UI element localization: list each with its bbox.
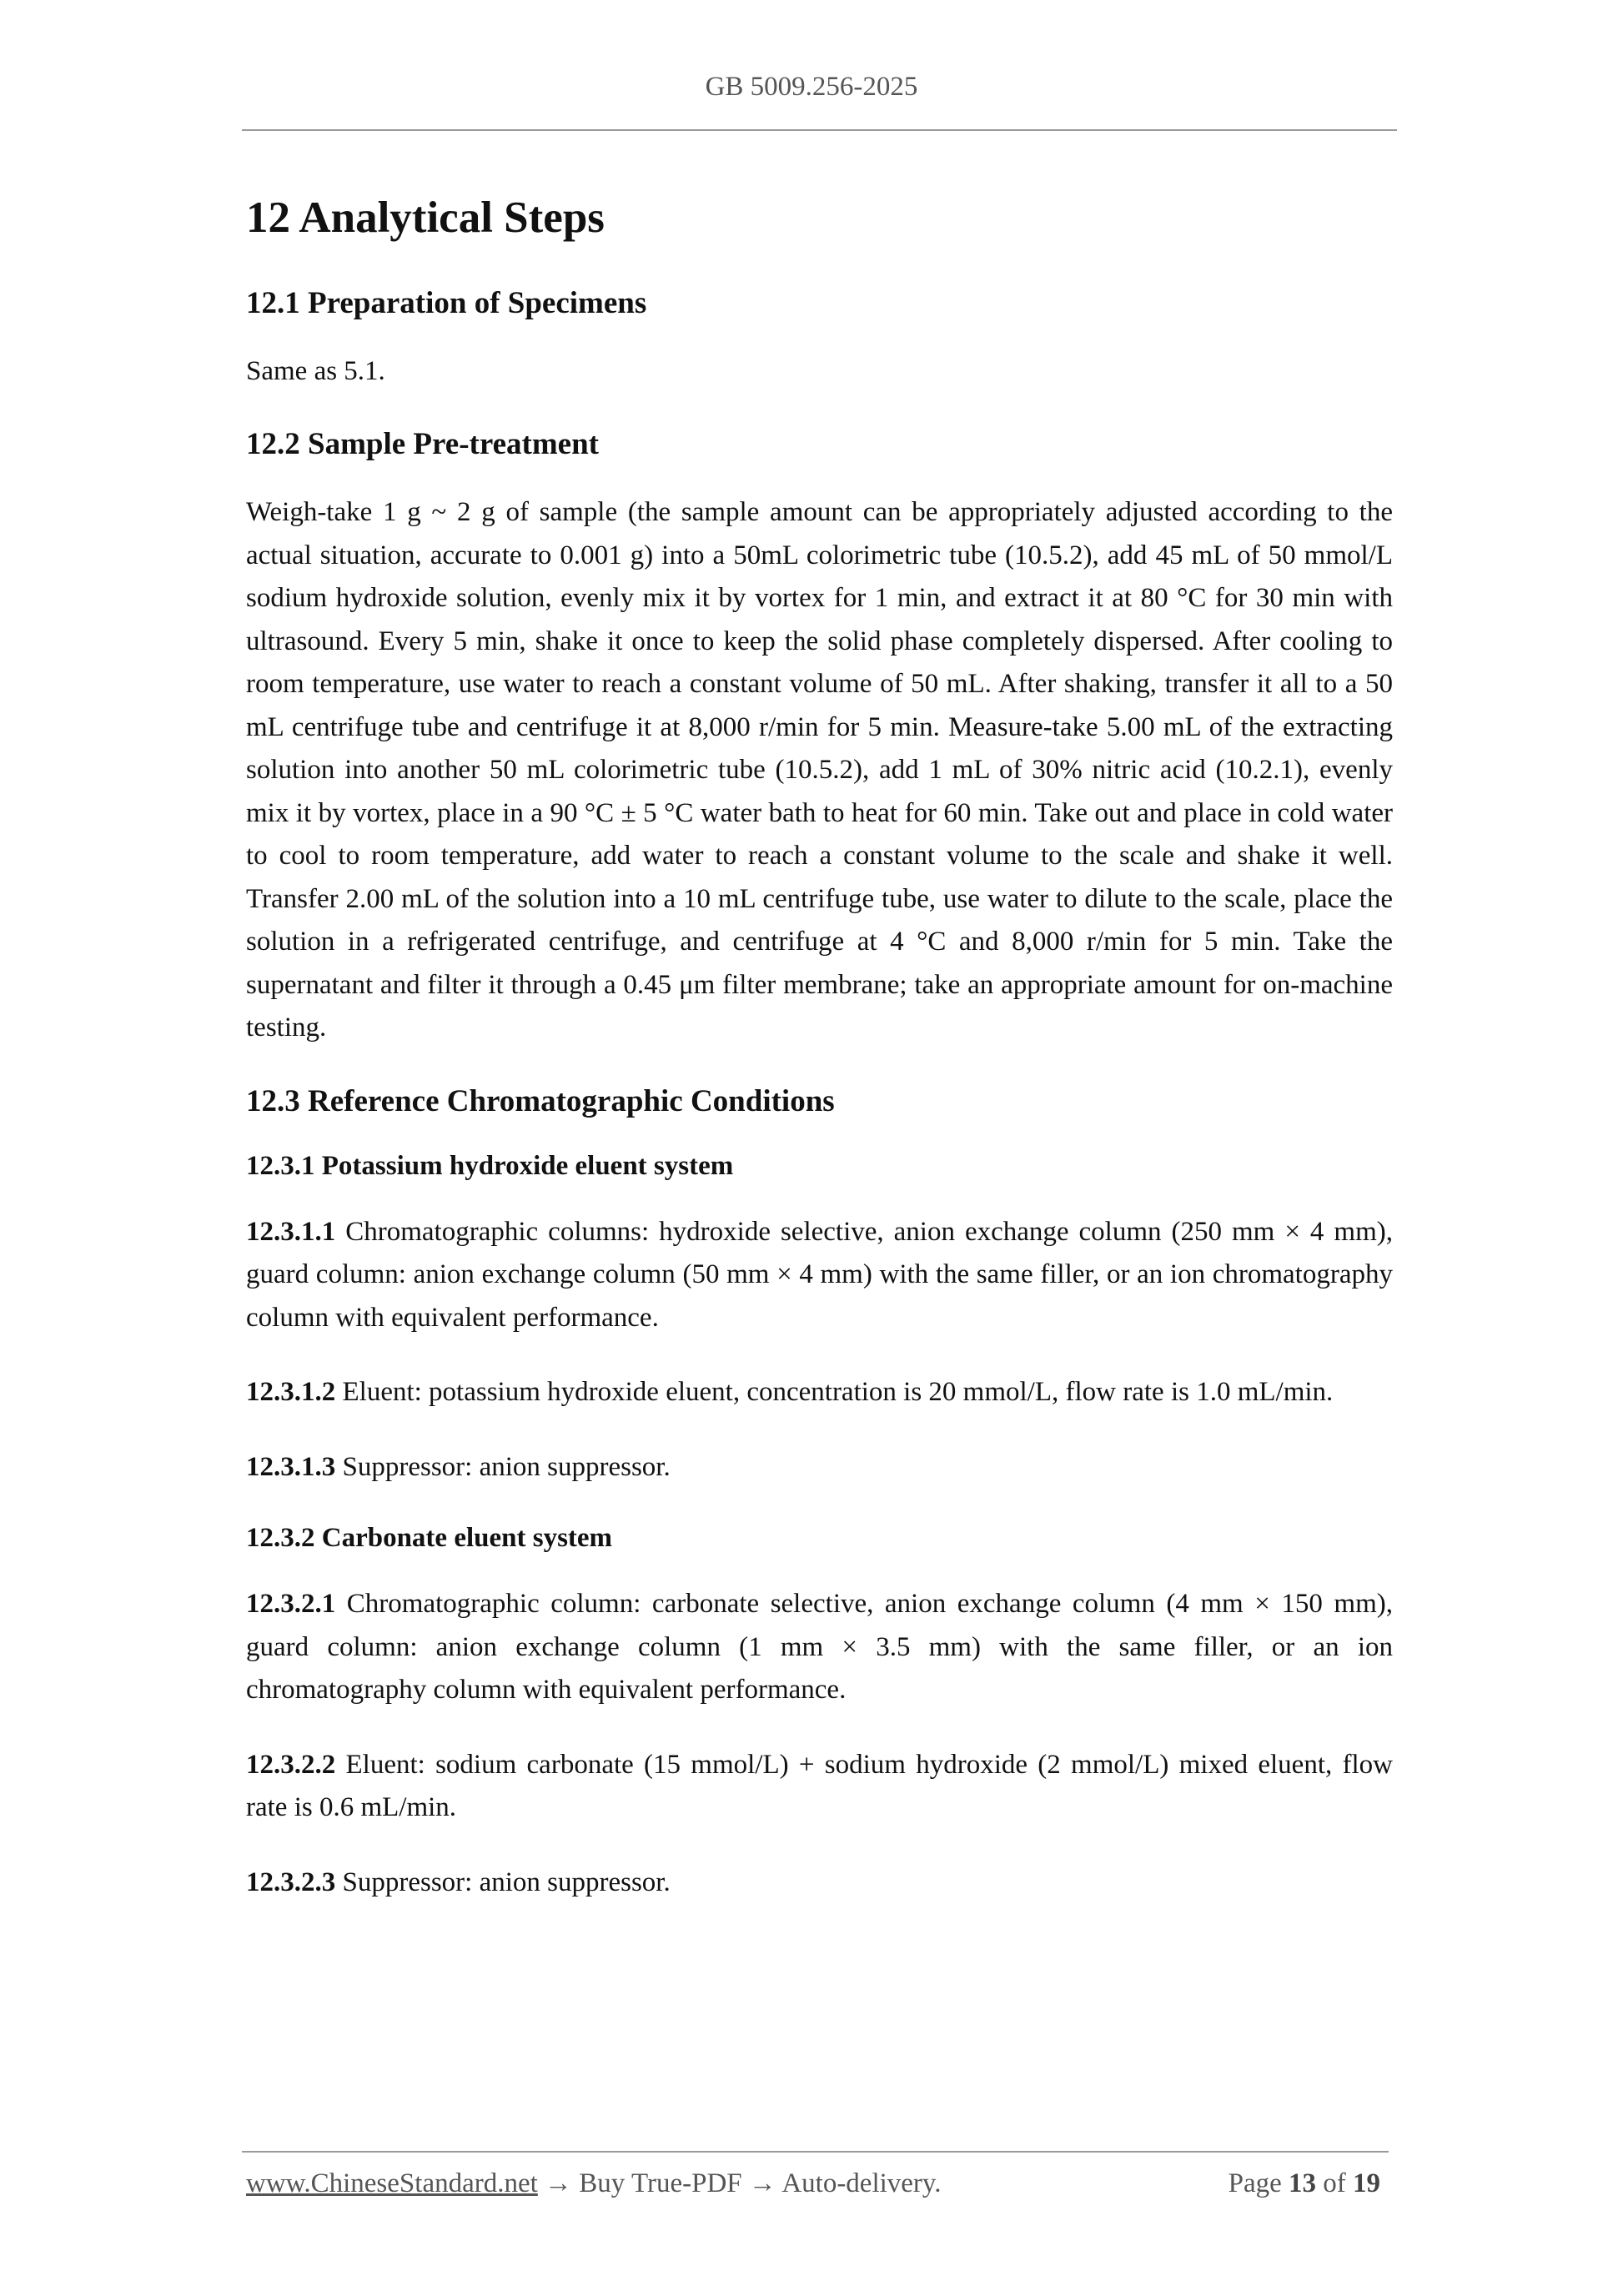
clause-number: 12.3.2.2 bbox=[246, 1749, 336, 1780]
page-indicator bbox=[1229, 2168, 1380, 2199]
clause-text: Suppressor: anion suppressor. bbox=[335, 1451, 671, 1482]
heading-12-1: 12.1 Preparation of Specimens bbox=[246, 285, 647, 320]
website-link[interactable]: www.ChineseStandard.net bbox=[246, 2168, 538, 2198]
footer-divider bbox=[242, 2151, 1389, 2153]
current-page: 13 bbox=[1289, 2168, 1316, 2198]
arrow-icon: → bbox=[537, 2168, 580, 2198]
clause-text: Suppressor: anion suppressor. bbox=[335, 1866, 671, 1897]
clause-12-3-2-2 bbox=[246, 1744, 1393, 1830]
clause-12-3-1-3 bbox=[246, 1446, 1393, 1490]
heading-12-2: 12.2 Sample Pre-treatment bbox=[246, 427, 599, 462]
document-code-header: GB 5009.256-2025 bbox=[705, 72, 918, 102]
clause-number: 12.3.1.1 bbox=[246, 1216, 336, 1247]
delivery-text: Auto-delivery. bbox=[781, 2168, 942, 2198]
clause-number: 12.3.2.3 bbox=[246, 1866, 336, 1897]
page-content bbox=[246, 192, 1393, 1936]
clause-12-3-1-1 bbox=[246, 1211, 1393, 1340]
clause-number: 12.3.1.2 bbox=[246, 1377, 336, 1408]
clause-number: 12.3.2.1 bbox=[246, 1589, 336, 1620]
clause-text: Chromatographic column: carbonate selective, anion exchange column (4 mm × 150 mm), guard column: anion exchange column (1 mm × 3.5 mm) with the same filler, or an ion chromatography column with equivalent performance. bbox=[246, 1589, 1393, 1706]
clause-number: 12.3.1.3 bbox=[246, 1451, 336, 1482]
page-footer bbox=[246, 2168, 1380, 2199]
heading-12-3-1: 12.3.1 Potassium hydroxide eluent system bbox=[246, 1150, 734, 1181]
section-title: 12 Analytical Steps bbox=[246, 193, 605, 242]
text-12-2: Weigh-take 1 g ~ 2 g of sample (the sample amount can be appropriately adjusted according to the actual situation, accurate to 0.001 g) into a 50mL colorimetric tube (10.5.2), add 45 mL of 50 mmol/L sodium hydroxide solution, evenly mix it by vortex for 1 min, and extract it at 80 °C for 30 min with ultrasound. Every 5 min, shake it once to keep the solid phase completely dispersed. After cooling to room temperature, use water to reach a constant volume of 50 mL. After shaking, transfer it all to a 50 mL centrifuge tube and centrifuge it at 8,000 r/min for 5 min. Measure-take 5.00 mL of the extracting solution into another 50 mL colorimetric tube (10.5.2), add 1 mL of 30% nitric acid (10.2.1), evenly mix it by vortex, place in a 90 °C ± 5 °C water bath to heat for 60 min. Take out and place in cold water to cool to room temperature, add water to reach a constant volume to the scale and shake it well. Transfer 2.00 mL of the solution into a 10 mL centrifuge tube, use water to dilute to the scale, place the solution in a refrigerated centrifuge, and centrifuge at 4 °C and 8,000 r/min for 5 min. Take the supernatant and filter it through a 0.45 μm filter membrane; take an appropriate amount for on-machine testing. bbox=[246, 497, 1393, 1043]
arrow-icon: → bbox=[741, 2168, 782, 2198]
heading-12-3: 12.3 Reference Chromatographic Conditions bbox=[246, 1083, 835, 1118]
clause-12-3-2-3 bbox=[246, 1861, 1393, 1905]
clause-12-3-1-2 bbox=[246, 1371, 1393, 1414]
page-label: Page bbox=[1228, 2168, 1289, 2198]
of-label: of bbox=[1316, 2168, 1353, 2198]
total-pages: 19 bbox=[1353, 2168, 1380, 2198]
clause-12-3-2-1 bbox=[246, 1583, 1393, 1712]
text-12-1: Same as 5.1. bbox=[246, 355, 385, 386]
clause-text: Eluent: potassium hydroxide eluent, concentration is 20 mmol/L, flow rate is 1.0 mL/min. bbox=[335, 1377, 1334, 1408]
clause-text: Eluent: sodium carbonate (15 mmol/L) + sodium hydroxide (2 mmol/L) mixed eluent, flow rate is 0.6 mL/min. bbox=[246, 1749, 1393, 1823]
clause-text: Chromatographic columns: hydroxide selective, anion exchange column (250 mm × 4 mm), guard column: anion exchange column (50 mm × 4 mm) with the same filler, or an ion chromatography column with equivalent performance. bbox=[246, 1216, 1393, 1333]
header-divider bbox=[242, 129, 1397, 131]
heading-12-3-2: 12.3.2 Carbonate eluent system bbox=[246, 1523, 613, 1554]
buy-text: Buy True-PDF bbox=[579, 2168, 742, 2198]
